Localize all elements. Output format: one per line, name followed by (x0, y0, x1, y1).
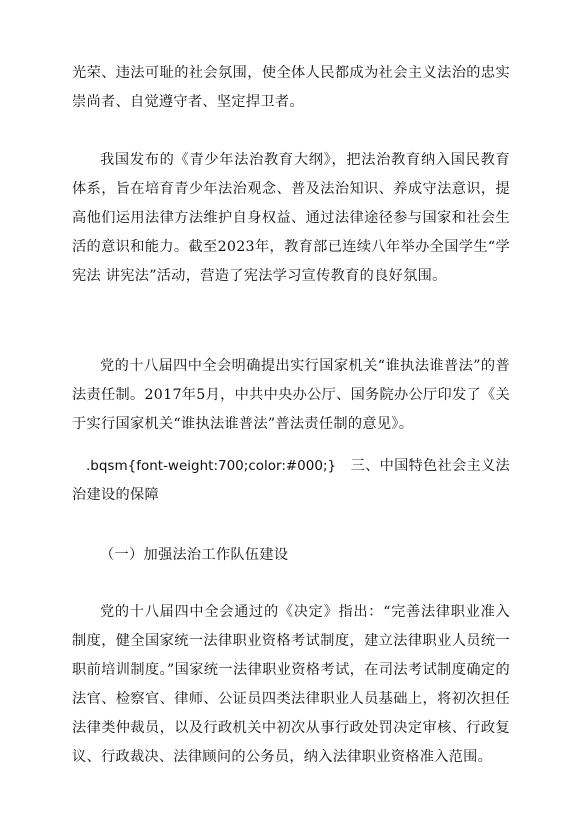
leaked-css-text: .bqsm{font-weight:700;color:#000;} (86, 458, 337, 474)
paragraph-legal-profession: 党的十八届四中全会通过的《决定》指出：“完善法律职业准入制度，健全国家统一法律职业资格考试制度，建立法律职业人员统一职前培训制度。”国家统一法律职业资格考试，在司法考试制度确定的法官、检察官、律师、公证员四类法律职业人员基础上，将初次担任法律类仲裁员，以及行政机关中初次从事行政处罚决定审核、行政复议、行政裁决、法律顾问的公务员，纳入法律职业资格准入范围。 (72, 604, 510, 765)
paragraph-responsibility-system: 党的十八届四中全会明确提出实行国家机关“谁执法谁普法”的普法责任制。2017年5月，中共中央办公厅、国务院办公厅印发了《关于实行国家机关“谁执法谁普法”普法责任制的意见》。 (72, 358, 510, 432)
section-heading-three (72, 452, 510, 510)
paragraph-youth-law-education: 我国发布的《青少年法治教育大纲》，把法治教育纳入国民教育体系，旨在培育青少年法治观念、普及法治知识、养成守法意识，提高他们运用法律方法维护自身权益、通过法律途径参与国家和社会生活的意识和能力。截至2023年，教育部已连续八年举办全国学生“学宪法 讲宪法”活动，营造了宪法学习宣传教育的良好氛围。 (72, 152, 510, 284)
subsection-heading-one: （一）加强法治工作队伍建设 (100, 547, 289, 563)
paragraph-continuation: 光荣、违法可耻的社会氛围，使全体人民都成为社会主义法治的忠实崇尚者、自觉遵守者、坚定捍卫者。 (72, 65, 510, 110)
section-heading-text: 三、中国特色社会主义法治建设的保障 (72, 458, 510, 503)
